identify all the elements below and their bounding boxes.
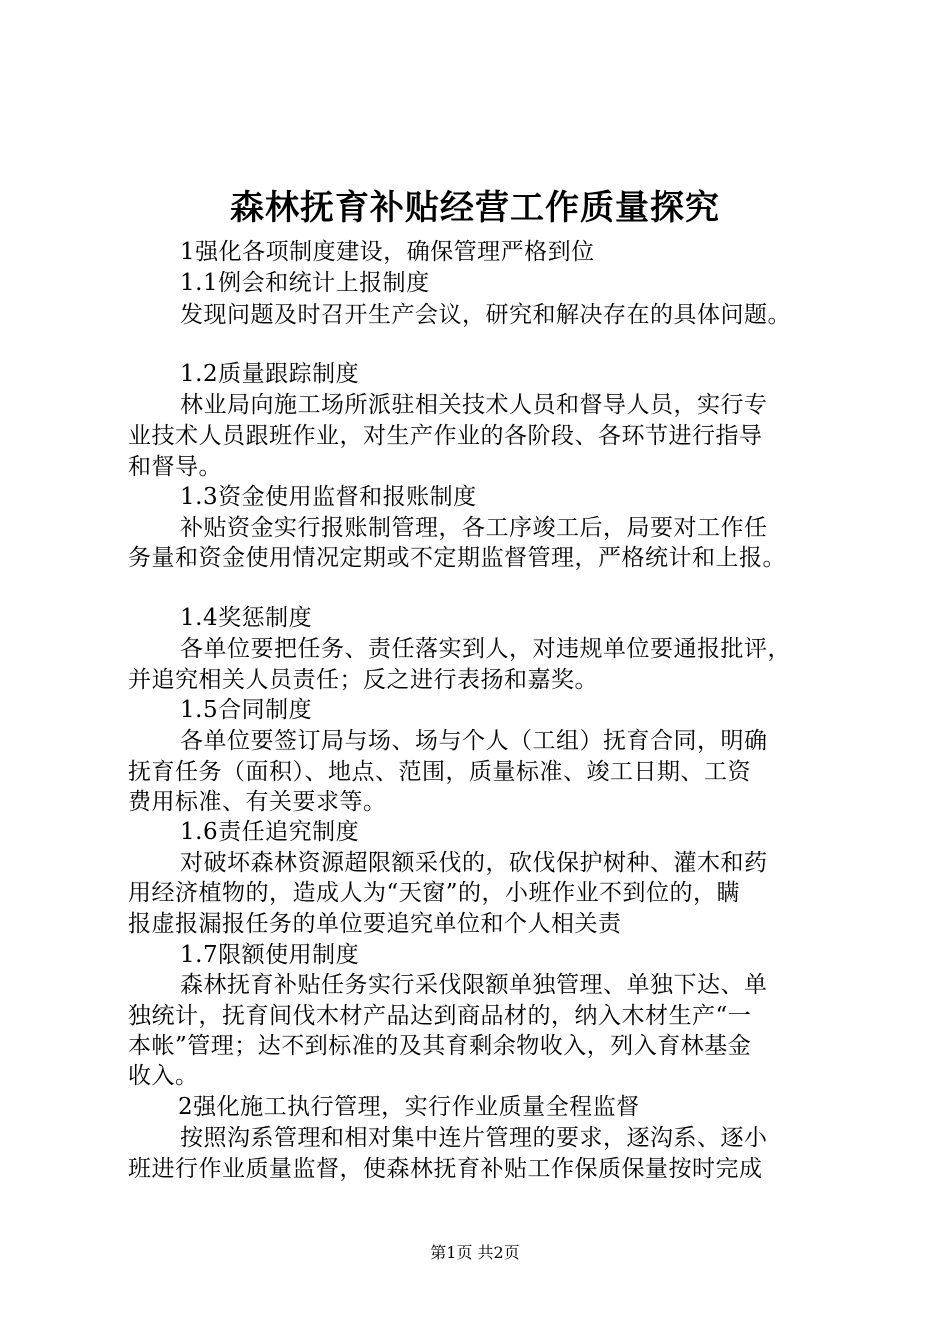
paragraph-line: 费用标准、有关要求等。 (128, 789, 387, 815)
paragraph-line: 并追究相关人员责任；反之进行表扬和嘉奖。 (128, 667, 598, 693)
subsection-heading: 1.2质量跟踪制度 (180, 361, 360, 387)
paragraph-line: 林业局向施工场所派驻相关技术人员和督导人员，实行专 (180, 392, 768, 418)
paragraph-line: 按照沟系管理和相对集中连片管理的要求，逐沟系、逐小 (180, 1125, 768, 1151)
paragraph-line: 业技术人员跟班作业，对生产作业的各阶段、各环节进行指导 (128, 423, 763, 449)
section-heading: 2强化施工执行管理，实行作业质量全程监督 (178, 1094, 640, 1120)
paragraph-line: 各单位要把任务、责任落实到人，对违规单位要通报批评， (180, 636, 791, 662)
paragraph-line: 用经济植物的，造成人为“天窗”的，小班作业不到位的，瞒 (128, 880, 741, 906)
subsection-heading: 1.7限额使用制度 (180, 942, 360, 968)
subsection-heading: 1.3资金使用监督和报账制度 (180, 484, 477, 510)
paragraph-line: 班进行作业质量监督，使森林抚育补贴工作保质保量按时完成 (128, 1156, 763, 1182)
page-footer: 第1页 共2页 (430, 1243, 520, 1262)
paragraph-line: 报虚报漏报任务的单位要追究单位和个人相关责 (128, 911, 622, 937)
paragraph-line: 发现问题及时召开生产会议，研究和解决存在的具体问题。 (180, 302, 791, 328)
subsection-heading: 1.6责任追究制度 (180, 819, 360, 845)
paragraph-line: 抚育任务（面积）、地点、范围，质量标准、竣工日期、工资 (128, 759, 751, 785)
paragraph-line: 收入。 (128, 1063, 199, 1089)
paragraph-line: 和督导。 (128, 454, 222, 480)
paragraph-line: 各单位要签订局与场、场与个人（工组）抚育合同，明确 (180, 728, 768, 754)
subsection-heading: 1.4奖惩制度 (180, 605, 313, 631)
paragraph-line: 补贴资金实行报账制管理，各工序竣工后，局要对工作任 (180, 515, 768, 541)
paragraph-line: 森林抚育补贴任务实行采伐限额单独管理、单独下达、单 (180, 972, 768, 998)
paragraph-line: 务量和资金使用情况定期或不定期监督管理，严格统计和上报。 (128, 545, 786, 571)
subsection-heading: 1.5合同制度 (180, 697, 313, 723)
document-title: 森林抚育补贴经营工作质量探究 (230, 188, 720, 228)
paragraph-line: 对破坏森林资源超限额采伐的，砍伐保护树种、灌木和药 (180, 850, 768, 876)
subsection-heading: 1.1例会和统计上报制度 (180, 270, 430, 296)
paragraph-line: 独统计，抚育间伐木材产品达到商品材的，纳入木材生产“一 (128, 1003, 752, 1029)
section-heading: 1强化各项制度建设，确保管理严格到位 (180, 239, 595, 265)
paragraph-line: 本帐”管理；达不到标准的及其育剩余物收入，列入育林基金 (128, 1033, 752, 1059)
